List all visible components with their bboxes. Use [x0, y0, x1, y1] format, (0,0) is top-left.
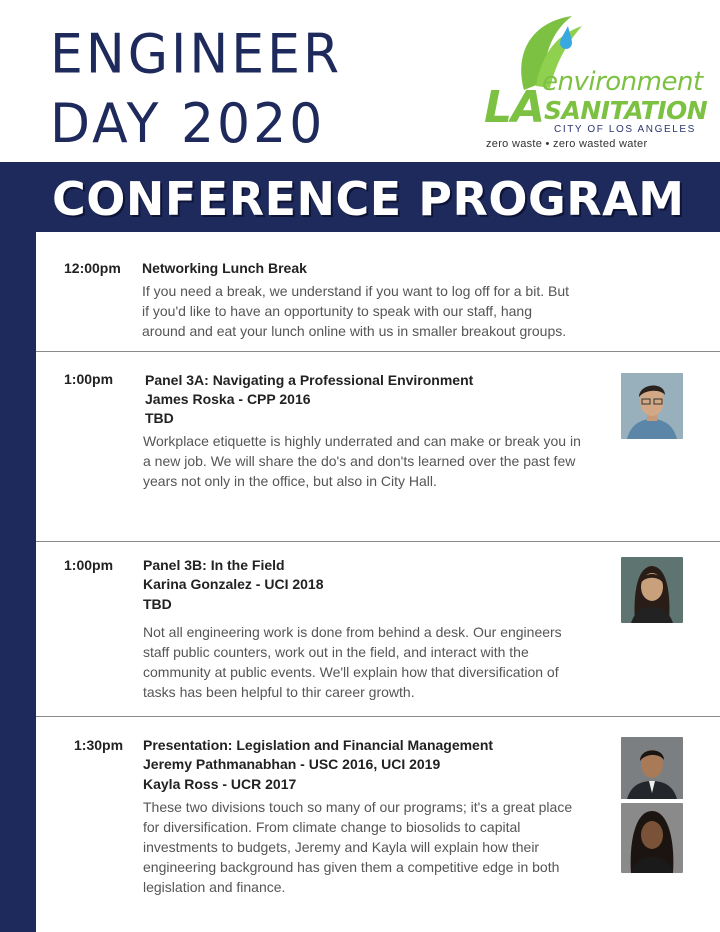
- session-4-description: [143, 797, 572, 897]
- logo-city-text: CITY OF LOS ANGELES: [554, 124, 696, 135]
- session-3-desc-line: staff public counters, work out in the field, and interact with the: [143, 644, 529, 660]
- la-sanitation-logo: [484, 12, 716, 162]
- session-1-desc-line: If you need a break, we understand if you want to log off for a bit. But: [142, 283, 570, 299]
- session-2-desc-line: Workplace etiquette is highly underrated and can make or break you in: [143, 433, 581, 449]
- session-2-description: [143, 431, 581, 491]
- session-4-speaker-2: Kayla Ross - UCR 2017: [143, 776, 297, 792]
- session-3-speaker: Karina Gonzalez - UCI 2018: [143, 576, 324, 592]
- speaker-photo-james: [621, 373, 683, 439]
- session-3-room: TBD: [143, 596, 172, 612]
- session-1-description: [142, 281, 569, 341]
- logo-tagline: zero waste • zero wasted water: [486, 138, 648, 150]
- logo-la-text: LA: [484, 82, 545, 133]
- speaker-photo-kayla: [621, 803, 683, 873]
- event-title: [50, 20, 342, 159]
- session-4-desc-line: engineering background has given them a competitive edge in both: [143, 859, 560, 875]
- person-icon: [621, 803, 683, 873]
- speaker-photo-jeremy: [621, 737, 683, 803]
- session-1-time: 12:00pm: [64, 260, 121, 276]
- session-4-desc-line: for diversification. From climate change to biosolids to capital: [143, 819, 521, 835]
- session-2-desc-line: years not only in the office, but also in City Hall.: [143, 473, 437, 489]
- session-2-room: TBD: [145, 410, 174, 426]
- session-3-desc-line: tasks has been helpful to thir career growth.: [143, 684, 415, 700]
- session-3-title: Panel 3B: In the Field: [143, 557, 285, 573]
- session-2-speaker: James Roska - CPP 2016: [145, 391, 311, 407]
- session-3-time: 1:00pm: [64, 557, 114, 573]
- person-icon: [621, 373, 683, 439]
- banner-title: CONFERENCE PROGRAM: [52, 172, 685, 226]
- session-3-desc-line: community at public events. We'll explain how that diversification of: [143, 664, 559, 680]
- session-4-desc-line: These two divisions touch so many of our programs; it's a great place: [143, 799, 573, 815]
- event-title-line2: DAY 2020: [50, 92, 326, 156]
- session-2-desc-line: a new job. We will share the do's and don'ts learned over the past few: [143, 453, 576, 469]
- session-4-desc-line: legislation and finance.: [143, 879, 286, 895]
- logo-sanitation-text: SANITATION: [544, 96, 708, 125]
- logo-environment-text: environment: [542, 67, 703, 97]
- person-icon: [621, 737, 683, 799]
- session-divider: [36, 351, 720, 352]
- left-sidebar-bar: [0, 232, 36, 932]
- session-4-time: 1:30pm: [74, 737, 124, 753]
- session-4-speaker: Jeremy Pathmanabhan - USC 2016, UCI 2019: [143, 756, 441, 772]
- speaker-photo-karina: [621, 557, 683, 623]
- session-2-title: Panel 3A: Navigating a Professional Environment: [145, 372, 474, 388]
- session-3-description: [143, 622, 562, 702]
- program-banner: [0, 162, 720, 232]
- session-2-time: 1:00pm: [64, 371, 114, 387]
- session-4-desc-line: investments to budgets, Jeremy and Kayla will explain how their: [143, 839, 540, 855]
- person-icon: [621, 557, 683, 623]
- session-divider: [36, 541, 720, 542]
- event-title-line1: ENGINEER: [50, 23, 343, 87]
- session-1-desc-line: if you'd like to have an opportunity to speak with our staff, hang: [142, 303, 532, 319]
- session-divider: [36, 716, 720, 717]
- session-1-desc-line: around and eat your lunch online with us in smaller breakout groups.: [142, 323, 567, 339]
- session-3-desc-line: Not all engineering work is done from behind a desk. Our engineers: [143, 624, 562, 640]
- session-4-title: Presentation: Legislation and Financial Management: [143, 737, 494, 753]
- session-1-title: Networking Lunch Break: [142, 260, 307, 276]
